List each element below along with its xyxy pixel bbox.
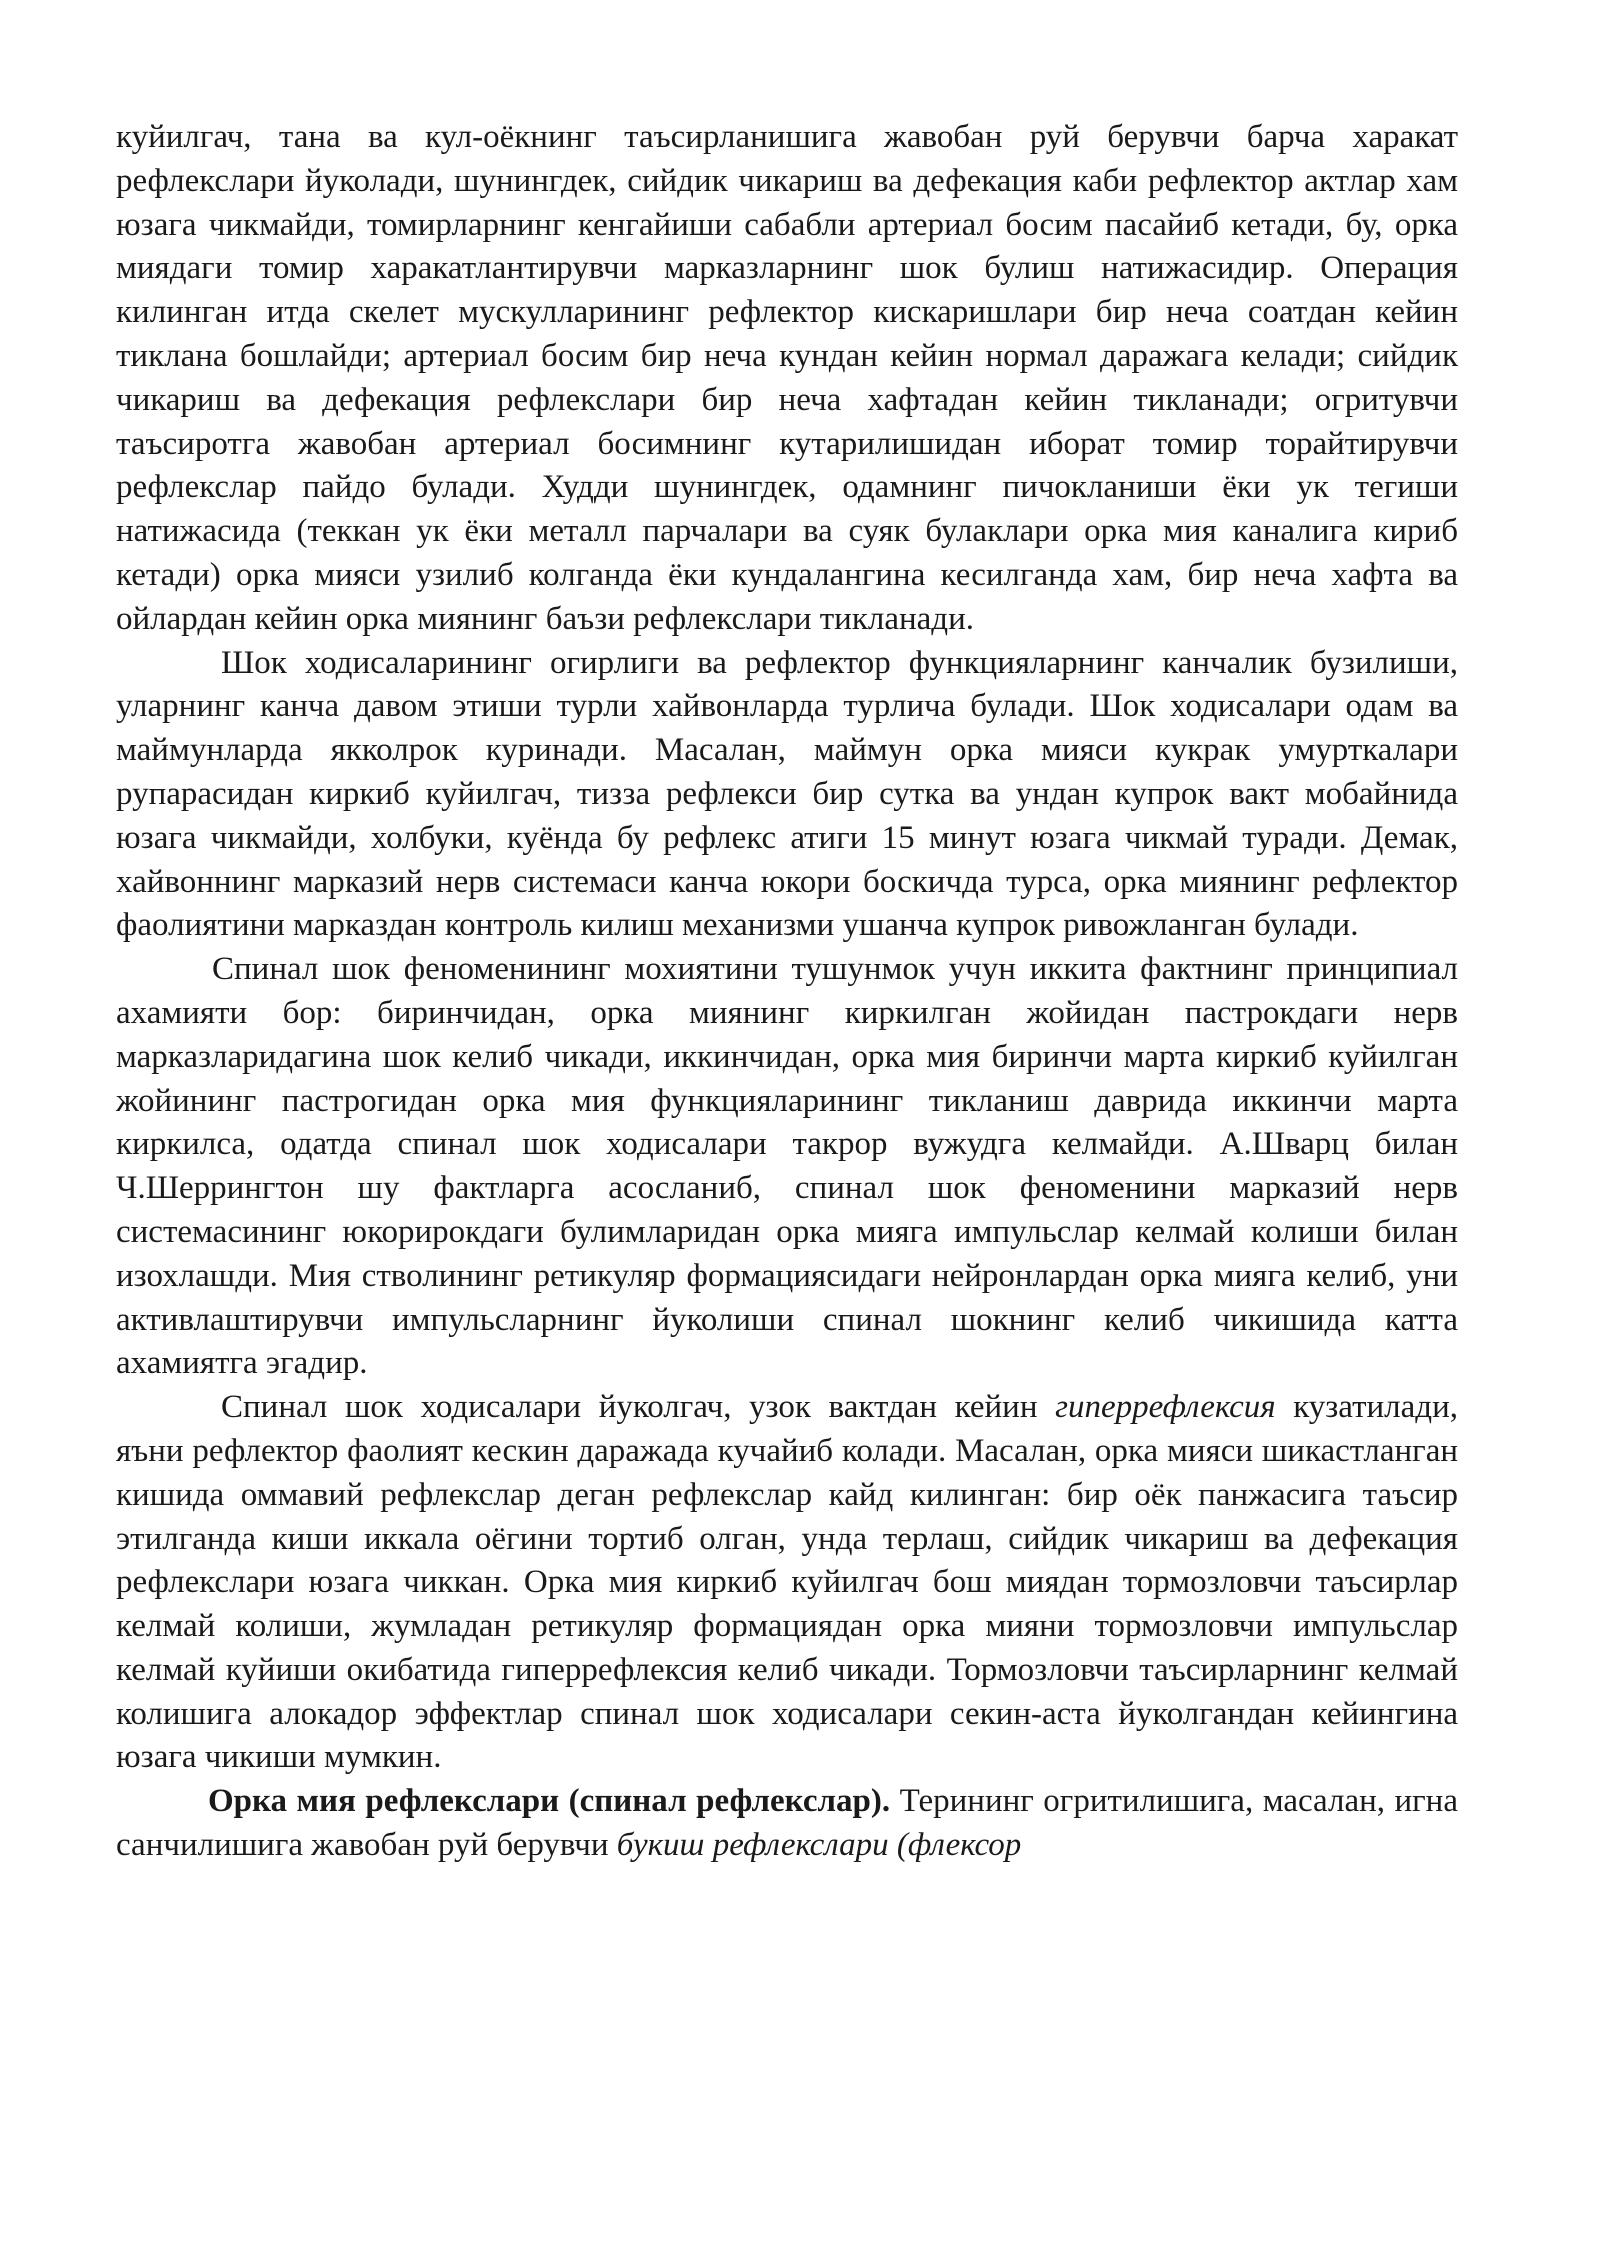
document-page: [116, 116, 1458, 1868]
paragraph-4: [116, 1386, 1458, 1780]
paragraph-1: куйилгач, тана ва кул-оёкнинг таъсирланишига жавобан руй берувчи барча харакат рефлекслари йуколади, шунингдек, сийдик чикариш ва дефекация каби рефлектор актлар хам юзага чикмайди, томирларнинг кенгайиши сабабли артериал босим пасайиб кетади, бу, орка миядаги томир харакатлантирувчи марказларнинг шок булиш натижасидир. Операция килинган итда скелет мускулларининг рефлектор кискаришлари бир неча соатдан кейин тиклана бошлайди; артериал босим бир неча кундан кейин нормал даражага келади; сийдик чикариш ва дефекация рефлекслари бир неча хафтадан кейин тикланади; огритувчи таъсиротга жавобан артериал босимнинг кутарилишидан иборат томир торайтирувчи рефлекслар пайдо булади. Худди шунингдек, одамнинг пичокланиши ёки ук тегиши натижасида (теккан ук ёки металл парчалари ва суяк булаклари орка мия каналига кириб кетади) орка мияси узилиб колганда ёки кундалангина кесилганда хам, бир неча хафта ва ойлардан кейин орка миянинг баъзи рефлекслари тикланади.: [116, 119, 1458, 637]
paragraph-2: Шок ходисаларининг огирлиги ва рефлектор функцияларнинг канчалик бузилиши, уларнинг канча давом этиши турли хайвонларда турлича булади. Шок ходисалари одам ва маймунларда якколрок куринади. Масалан, маймун орка мияси кукрак умурткалари рупарасидан киркиб куйилгач, тизза рефлекси бир сутка ва ундан купрок вакт мобайнида юзага чикмайди, холбуки, куёнда бу рефлекс атиги 15 минут юзага чикмай туради. Демак, хайвоннинг марказий нерв системаси канча юкори боскичда турса, орка миянинг рефлектор фаолиятини марказдан контроль килиш механизми ушанча купрок ривожланган булади.: [116, 644, 1458, 944]
paragraph-4-rest-text: кузатилади, яъни рефлектор фаолият кескин даражада кучайиб колади. Масалан, орка мияси шикастланган кишида оммавий рефлекслар деган рефлекслар кайд килинган: бир оёк панжасига таъсир этилганда киши иккала оёгини тортиб олган, унда терлаш, сийдик чикариш ва дефекация рефлекслари юзага чиккан. Орка мия киркиб куйилгач бош миядан тормозловчи таъсирлар келмай колиши, жумладан ретикуляр формациядан орка мияни тормозловчи импульслар келмай куйиши окибатида гиперрефлексия келиб чикади. Тормозловчи таъсирларнинг келмай колишига алокадор эффектлар спинал шок ходисалари секин-аста йуколгандан кейингина юзага чикиши мумкин.: [116, 1389, 1458, 1776]
term-flexor-reflexes: букиш рефлекслари (флексор: [616, 1827, 1022, 1864]
section-heading-spinal-reflexes: Орка мия рефлекслари (спинал рефлекслар).: [208, 1783, 891, 1820]
paragraph-3: Спинал шок феноменининг мохиятини тушунмок учун иккита фактнинг принципиал ахамияти бор: биринчидан, орка миянинг киркилган жойидан пастрокдаги нерв марказларидагина шок келиб чикади, иккинчидан, орка мия биринчи марта киркиб куйилган жойининг пастрогидан орка мия функцияларининг тикланиш даврида иккинчи марта киркилса, одатда спинал шок ходисалари такрор вужудга келмайди. А.Шварц билан Ч.Шеррингтон шу фактларга асосланиб, спинал шок феноменини марказий нерв системасининг юкорирокдаги булимларидан орка мияга импульслар келмай колиши билан изохлашди. Мия стволининг ретикуляр формациясидаги нейронлардан орка мияга келиб, уни активлаштирувчи импульсларнинг йуколиши спинал шокнинг келиб чикишида катта ахамиятга эгадир.: [116, 951, 1458, 1382]
paragraph-5-text: Терининг огритилишига, масалан, игна санчилишига жавобан руй берувчи: [116, 1783, 1458, 1864]
paragraph-5: [116, 1780, 1458, 1868]
paragraph-4-lead-text: Спинал шок ходисалари йуколгач, узок вактдан кейин: [221, 1389, 1056, 1426]
term-hyperreflexia: гиперрефлексия: [1055, 1389, 1276, 1426]
